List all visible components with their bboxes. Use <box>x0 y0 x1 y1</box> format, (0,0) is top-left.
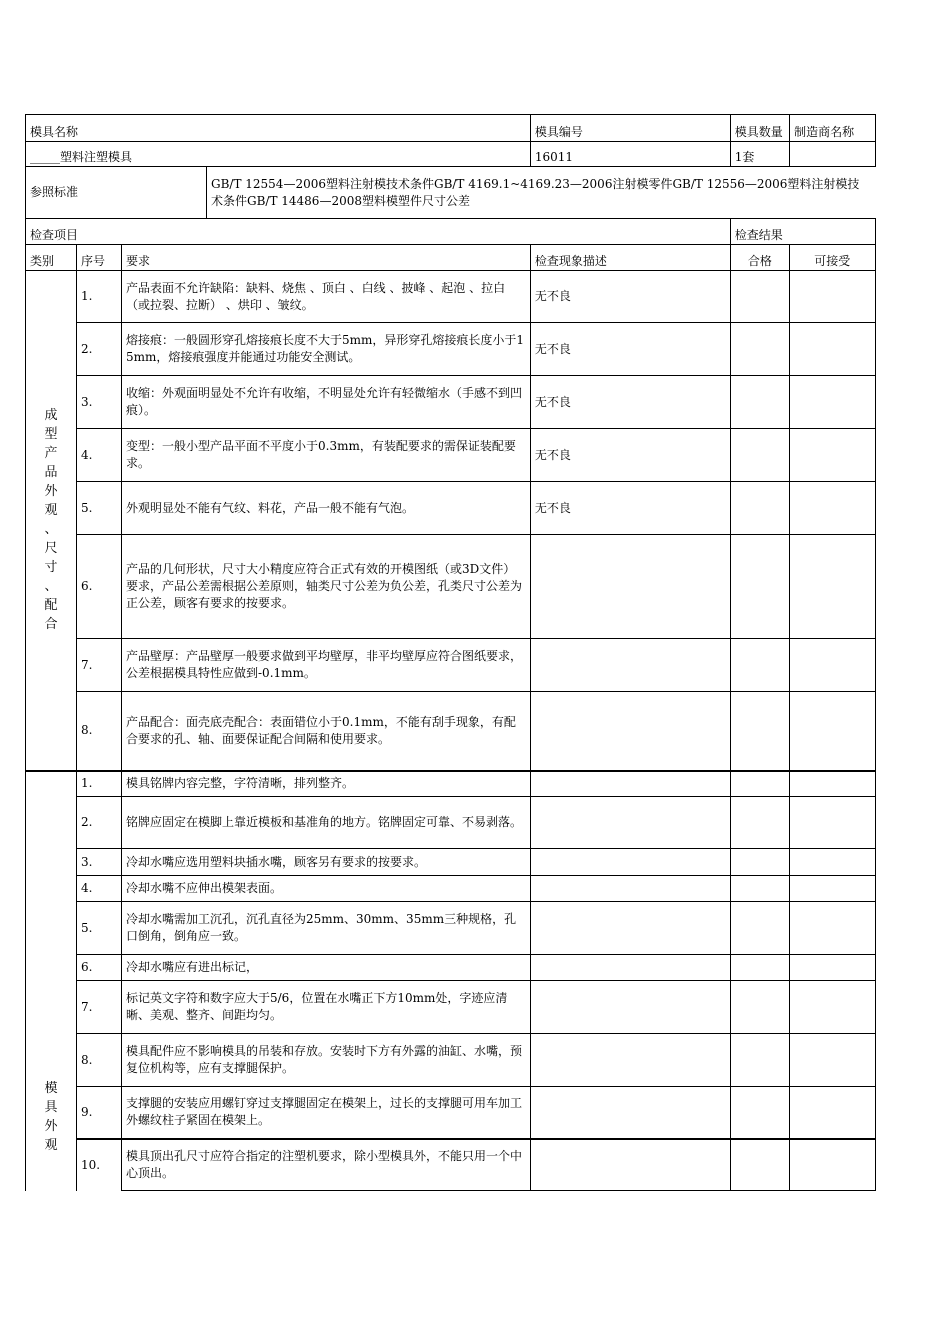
row-no: 1. <box>77 271 122 323</box>
acceptable-cell[interactable] <box>790 639 875 692</box>
row-description[interactable] <box>530 1139 730 1191</box>
acceptable-cell[interactable] <box>790 797 875 849</box>
row-requirement: 产品的几何形状，尺寸大小精度应符合正式有效的开模图纸（或3D文件）要求，产品公差需根据公差原则，轴类尺寸公差为负公差，孔类尺寸公差为正公差，顾客有要求的按要求。 <box>122 535 531 639</box>
row-no: 8. <box>77 692 122 771</box>
pass-cell[interactable] <box>730 535 789 639</box>
table-row <box>26 849 876 876</box>
col-requirement: 要求 <box>122 245 531 271</box>
col-no: 序号 <box>77 245 122 271</box>
category-char: 、 <box>44 579 58 595</box>
mold-name-value: _____塑料注塑模具 <box>26 142 531 167</box>
header-row-labels <box>26 115 876 142</box>
mold-qty-value: 1套 <box>730 142 789 167</box>
table-row <box>26 955 876 981</box>
row-description[interactable] <box>530 771 730 797</box>
pass-cell[interactable] <box>730 639 789 692</box>
row-description[interactable] <box>530 535 730 639</box>
col-description: 检查现象描述 <box>530 245 730 271</box>
col-category: 类别 <box>26 245 77 271</box>
row-description[interactable]: 无不良 <box>530 482 730 535</box>
row-no: 4. <box>77 876 122 902</box>
row-description[interactable] <box>530 1087 730 1139</box>
pass-cell[interactable] <box>730 981 789 1034</box>
pass-cell[interactable] <box>730 797 789 849</box>
acceptable-cell[interactable] <box>790 1139 875 1191</box>
header-row-values <box>26 142 876 167</box>
row-description[interactable] <box>530 955 730 981</box>
mold-no-value: 16011 <box>530 142 730 167</box>
acceptable-cell[interactable] <box>790 323 875 376</box>
col-acceptable: 可接受 <box>790 245 875 271</box>
table-row <box>26 482 876 535</box>
row-no: 3. <box>77 849 122 876</box>
pass-cell[interactable] <box>730 271 789 323</box>
standard-label: 参照标准 <box>26 167 207 219</box>
category-char: 外 <box>44 484 58 500</box>
category-char: 成 <box>44 408 58 424</box>
category-char: 观 <box>44 503 58 519</box>
row-description[interactable] <box>530 981 730 1034</box>
row-no: 10. <box>77 1139 122 1191</box>
row-requirement: 变型：一般小型产品平面不平度小于0.3mm，有装配要求的需保证装配要求。 <box>122 429 531 482</box>
acceptable-cell[interactable] <box>790 271 875 323</box>
pass-cell[interactable] <box>730 376 789 429</box>
row-requirement: 冷却水嘴不应伸出模架表面。 <box>122 876 531 902</box>
col-pass: 合格 <box>730 245 789 271</box>
pass-cell[interactable] <box>730 323 789 376</box>
row-requirement: 模具顶出孔尺寸应符合指定的注塑机要求，除小型模具外，不能只用一个中心顶出。 <box>122 1139 531 1191</box>
category-char: 品 <box>44 465 58 481</box>
acceptable-cell[interactable] <box>790 535 875 639</box>
table-row <box>26 1139 876 1191</box>
column-heading-row <box>26 245 876 271</box>
pass-cell[interactable] <box>730 692 789 771</box>
inspection-item-label: 检查项目 <box>26 219 731 245</box>
table-row <box>26 981 876 1034</box>
table-row <box>26 692 876 771</box>
maker-value <box>790 142 875 167</box>
row-description[interactable] <box>530 797 730 849</box>
row-requirement: 收缩：外观面明显处不允许有收缩，不明显处允许有轻微缩水（手感不到凹痕）。 <box>122 376 531 429</box>
table-row <box>26 639 876 692</box>
table-row <box>26 429 876 482</box>
pass-cell[interactable] <box>730 902 789 955</box>
row-description[interactable] <box>530 902 730 955</box>
table-row <box>26 271 876 323</box>
row-requirement: 支撑腿的安装应用螺钉穿过支撑腿固定在模架上，过长的支撑腿可用车加工外螺纹柱子紧固在模架上。 <box>122 1087 531 1139</box>
table-row <box>26 771 876 797</box>
acceptable-cell[interactable] <box>790 981 875 1034</box>
row-no: 2. <box>77 323 122 376</box>
row-requirement: 熔接痕：一般圆形穿孔熔接痕长度不大于5mm，异形穿孔熔接痕长度小于15mm，熔接痕强度并能通过功能安全测试。 <box>122 323 531 376</box>
row-requirement: 产品壁厚：产品壁厚一般要求做到平均壁厚，非平均壁厚应符合图纸要求，公差根据模具特性应做到-0.1mm。 <box>122 639 531 692</box>
inspection-table <box>25 114 876 1191</box>
category-section2 <box>26 771 77 1191</box>
row-no: 7. <box>77 981 122 1034</box>
table-row <box>26 797 876 849</box>
category-char: 产 <box>44 446 58 462</box>
acceptable-cell[interactable] <box>790 1087 875 1139</box>
acceptable-cell[interactable] <box>790 849 875 876</box>
table-row <box>26 902 876 955</box>
row-no: 4. <box>77 429 122 482</box>
standard-value-cell <box>207 167 876 219</box>
table-row <box>26 535 876 639</box>
category-char: 尺 <box>44 541 58 557</box>
table-row <box>26 1034 876 1087</box>
category-char: 寸 <box>44 560 58 576</box>
table-row <box>26 376 876 429</box>
category-char: 合 <box>44 617 58 633</box>
mold-qty-label: 模具数量 <box>730 115 789 142</box>
item-heading-row <box>26 219 876 245</box>
row-no: 6. <box>77 955 122 981</box>
acceptable-cell[interactable] <box>790 771 875 797</box>
acceptable-cell[interactable] <box>790 902 875 955</box>
row-no: 7. <box>77 639 122 692</box>
row-requirement: 冷却水嘴应选用塑料块插水嘴，顾客另有要求的按要求。 <box>122 849 531 876</box>
category-char: 具 <box>44 1099 58 1115</box>
row-description[interactable]: 无不良 <box>530 271 730 323</box>
row-description[interactable] <box>530 849 730 876</box>
mold-no-label: 模具编号 <box>530 115 604 142</box>
category-char: 观 <box>44 1137 58 1153</box>
standard-row <box>26 167 876 219</box>
row-requirement: 产品表面不允许缺陷：缺料、烧焦 、顶白 、白线 、披峰 、起泡 、拉白（或拉裂、拉断） 、烘印 、皱纹。 <box>122 271 531 323</box>
row-requirement: 产品配合：面壳底壳配合：表面错位小于0.1mm，不能有刮手现象，有配合要求的孔、轴、面要保证配合间隔和使用要求。 <box>122 692 531 771</box>
acceptable-cell[interactable] <box>790 876 875 902</box>
table-row <box>26 323 876 376</box>
inspection-sheet <box>25 114 876 1191</box>
row-description[interactable] <box>530 1034 730 1087</box>
category-char: 型 <box>44 427 58 443</box>
pass-cell[interactable] <box>730 429 789 482</box>
category-char: 模 <box>44 1080 58 1096</box>
table-row <box>26 876 876 902</box>
pass-cell[interactable] <box>730 482 789 535</box>
row-requirement: 铭牌应固定在模脚上靠近模板和基准角的地方。铭牌固定可靠、不易剥落。 <box>122 797 531 849</box>
acceptable-cell[interactable] <box>790 692 875 771</box>
maker-label: 制造商名称 <box>790 115 875 142</box>
row-no: 8. <box>77 1034 122 1087</box>
inspection-result-label: 检查结果 <box>730 219 875 245</box>
acceptable-cell[interactable] <box>790 376 875 429</box>
row-no: 9. <box>77 1087 122 1139</box>
pass-cell[interactable] <box>730 1034 789 1087</box>
row-no: 3. <box>77 376 122 429</box>
row-requirement: 模具铭牌内容完整，字符清晰，排列整齐。 <box>122 771 531 797</box>
acceptable-cell[interactable] <box>790 1034 875 1087</box>
pass-cell[interactable] <box>730 849 789 876</box>
mold-name-label: 模具名称 <box>26 115 531 142</box>
row-description[interactable] <box>530 692 730 771</box>
row-requirement: 模具配件应不影响模具的吊装和存放。安装时下方有外露的油缸、水嘴，预复位机构等，应有支撑腿保护。 <box>122 1034 531 1087</box>
pass-cell[interactable] <box>730 1087 789 1139</box>
row-no: 1. <box>77 771 122 797</box>
row-description[interactable] <box>530 639 730 692</box>
row-no: 5. <box>77 902 122 955</box>
row-no: 2. <box>77 797 122 849</box>
row-requirement: 标记英文字符和数字应大于5/6，位置在水嘴正下方10mm处，字迹应清晰、美观、整齐、间距均匀。 <box>122 981 531 1034</box>
acceptable-cell[interactable] <box>790 482 875 535</box>
pass-cell[interactable] <box>730 876 789 902</box>
row-description[interactable]: 无不良 <box>530 376 730 429</box>
acceptable-cell[interactable] <box>790 955 875 981</box>
category-char: 配 <box>44 598 58 614</box>
row-requirement: 外观明显处不能有气纹、料花，产品一般不能有气泡。 <box>122 482 531 535</box>
row-description[interactable]: 无不良 <box>530 323 730 376</box>
pass-cell[interactable] <box>730 1139 789 1191</box>
row-no: 5. <box>77 482 122 535</box>
row-requirement: 冷却水嘴应有进出标记， <box>122 955 531 981</box>
row-description[interactable] <box>530 876 730 902</box>
category-char: 外 <box>44 1118 58 1134</box>
row-no: 6. <box>77 535 122 639</box>
category-section1 <box>26 271 77 771</box>
pass-cell[interactable] <box>730 955 789 981</box>
row-description[interactable]: 无不良 <box>530 429 730 482</box>
acceptable-cell[interactable] <box>790 429 875 482</box>
standard-value: GB/T 12554—2006塑料注射模技术条件GB/T 4169.1~4169.23—2006注射模零件GB/T 12556—2006塑料注射模技术条件GB/T 14486—2008塑料模塑件尺寸公差 <box>211 176 860 208</box>
pass-cell[interactable] <box>730 771 789 797</box>
table-row <box>26 1087 876 1139</box>
category-char: 、 <box>44 522 58 538</box>
row-requirement: 冷却水嘴需加工沉孔，沉孔直径为25mm、30mm、35mm三种规格，孔口倒角，倒角应一致。 <box>122 902 531 955</box>
